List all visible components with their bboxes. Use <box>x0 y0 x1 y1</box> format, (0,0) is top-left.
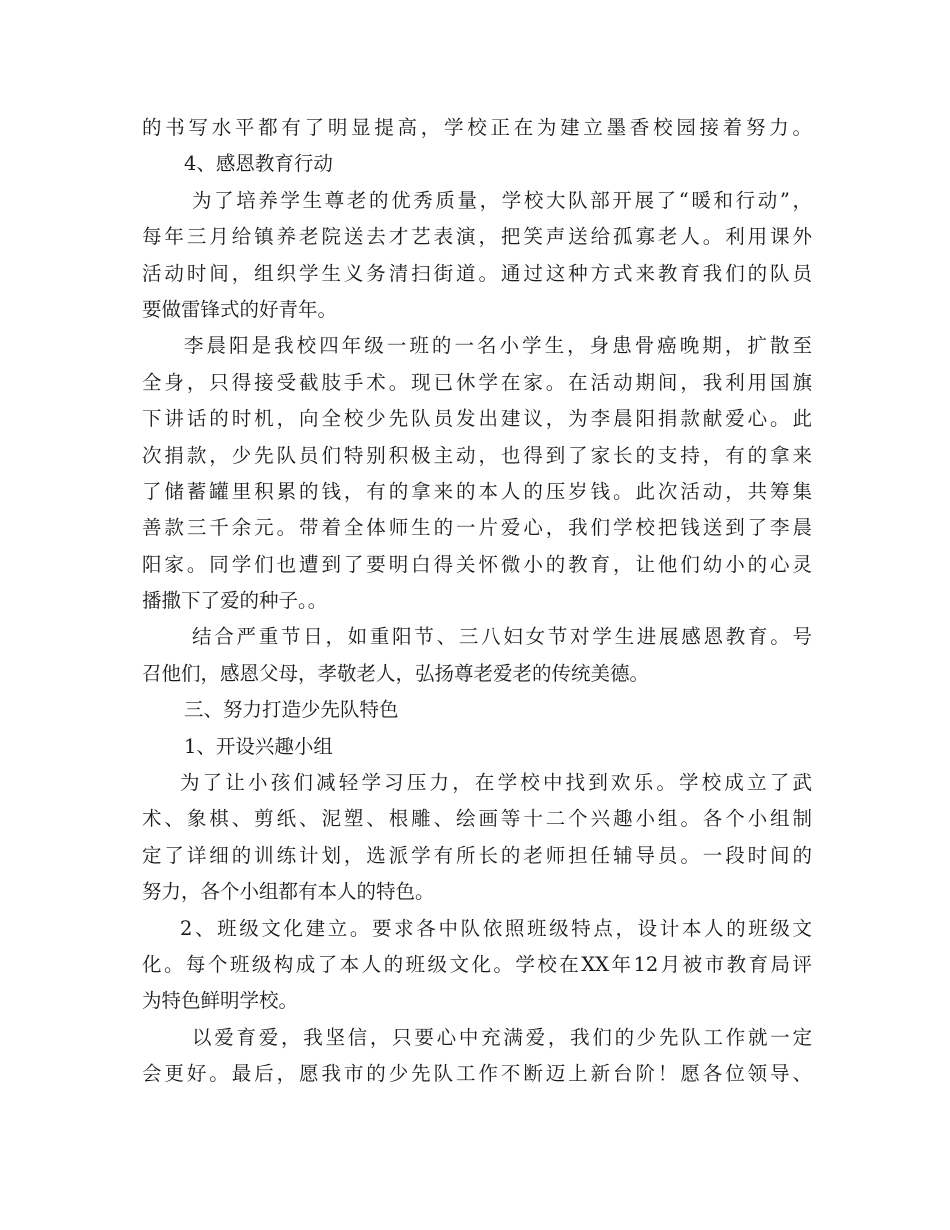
paragraph-line: 术、象棋、剪纸、泥塑、根雕、绘画等十二个兴趣小组。各个小组制 <box>142 807 812 831</box>
section-heading: 三、努力打造少先队特色 <box>184 698 399 722</box>
paragraph-line: 为了让小孩们减轻学习压力，在学校中找到欢乐。学校成立了武 <box>180 771 812 795</box>
paragraph-line: 结合严重节日，如重阳节、三八妇女节对学生进展感恩教育。号 <box>192 625 812 649</box>
paragraph-line: 定了详细的训练计划，选派学有所长的老师担任辅导员。一段时间的 <box>142 843 812 867</box>
paragraph-line: 阳家。同学们也遭到了要明白得关怀微小的教育，让他们幼小的心灵 <box>142 552 812 576</box>
paragraph-line: 播撒下了爱的种子。。 <box>142 589 328 613</box>
paragraph-line: 努力，各个小组都有本人的特色。 <box>142 880 435 904</box>
paragraph-line: 召他们，感恩父母，孝敬老人，弘扬尊老爱老的传统美德。 <box>142 661 650 685</box>
document-body <box>142 110 812 1093</box>
paragraph-line: 善款三千余元。带着全体师生的一片爱心，我们学校把钱送到了李晨 <box>142 516 812 540</box>
paragraph-line: 以爱育爱，我坚信，只要心中充满爱，我们的少先队工作就一定 <box>192 1025 812 1049</box>
paragraph-line: 活动时间，组织学生义务清扫街道。通过这种方式来教育我们的队员 <box>142 261 812 285</box>
paragraph-line: 为特色鲜明学校。 <box>142 989 299 1013</box>
paragraph-line: 化。每个班级构成了本人的班级文化。学校在XX年12月被市教育局评 <box>142 952 812 976</box>
section-heading: 4、感恩教育行动 <box>184 152 333 176</box>
paragraph-line: 会更好。最后，愿我市的少先队工作不断迈上新台阶！愿各位领导、 <box>142 1062 812 1086</box>
paragraph-line: 了储蓄罐里积累的钱，有的拿来的本人的压岁钱。此次活动，共筹集 <box>142 479 812 503</box>
paragraph-line: 全身，只得接受截肢手术。现已休学在家。在活动期间，我利用国旗 <box>142 370 812 394</box>
paragraph-line: 李晨阳是我校四年级一班的一名小学生，身患骨癌晚期，扩散至 <box>184 334 812 358</box>
paragraph-line: 下讲话的时机，向全校少先队员发出建议，为李晨阳捐款献爱心。此 <box>142 407 812 431</box>
paragraph-line: 要做雷锋式的好青年。 <box>142 297 338 321</box>
section-heading: 1、开设兴趣小组 <box>184 734 333 758</box>
paragraph-line: 每年三月给镇养老院送去才艺表演，把笑声送给孤寡老人。利用课外 <box>142 225 812 249</box>
paragraph-line: 为了培养学生尊老的优秀质量，学校大队部开展了“暖和行动”， <box>192 188 812 212</box>
paragraph-line: 次捐款，少先队员们特别积极主动，也得到了家长的支持，有的拿来 <box>142 443 812 467</box>
paragraph-line: 2、班级文化建立。要求各中队依照班级特点，设计本人的班级文 <box>180 916 812 940</box>
paragraph-line: 的书写水平都有了明显提高，学校正在为建立墨香校园接着努力。 <box>142 116 812 139</box>
